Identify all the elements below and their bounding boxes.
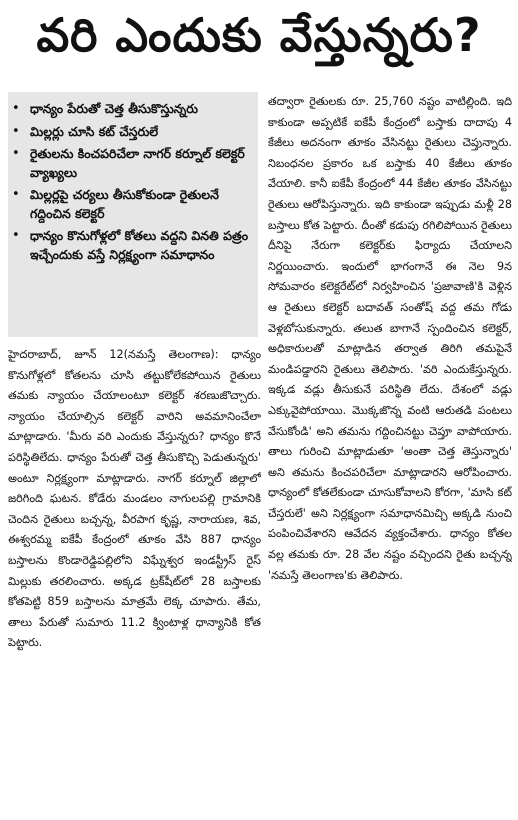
bullet-icon: • (12, 187, 20, 202)
highlight-item (12, 100, 252, 119)
headline: వరి ఎందుకు వేస్తున్నరు? (36, 8, 482, 62)
highlight-item (12, 145, 252, 182)
bullet-icon: • (12, 123, 20, 139)
highlights-box (8, 92, 258, 337)
highlight-item (12, 227, 252, 264)
bullet-icon: • (12, 146, 20, 161)
bullet-icon: • (12, 228, 20, 243)
highlight-text: మిల్లర్లు చూసి కట్ చేస్తరులే (30, 123, 159, 139)
highlight-text: రైతులను కించపరిచేలా నాగర్ కర్నూల్ కలెక్టర్ వ్యాఖ్యలు (30, 146, 245, 180)
highlight-item (12, 186, 252, 223)
highlight-text: ధాన్యం కొనుగోళ్లలో కోతలు వద్దని వినతి పత్రం ఇచ్చేందుకు వస్తే నిర్లక్ష్యంగా సమాధానం (30, 228, 249, 262)
left-column (8, 92, 261, 815)
highlight-text: ధాన్యం పేరుతో చెత్త తీసుకొస్తున్నరు (30, 101, 198, 116)
article-body-left: హైదరాబాద్, జూన్ 12(నమస్తే తెలంగాణ): ధాన్యం కొనుగోళ్లలో కోతలను చూసి తట్టుకోలేకపోయిన రైతులు తమకు న్యాయం చేయాలంటూ కలెక్టర్ శరణుజొచ్చారు. న్యాయం చేయాల్సిన కలెక్టర్ వారిని అవమానించేలా మాట్లాడారు. 'మీరు వరి ఎందుకు వేస్తున్నరు? ధాన్యం కొనే పరిస్థితిలేదు. ధాన్యం పేరుతో చెత్త తీసుకొచ్చి పెడుతున్నరు' అంటూ నిర్లక్ష్యంగా మాట్లాడారు. నాగర్ కర్నూల్ జిల్లాలో జరిగింది ఘటన. కోడేరు మండలం నాగులపల్లి గ్రామానికి చెందిన రైతులు బచ్చన్న, వీరపాగ కృష్ణ, నారాయణ, శివ, ఈశ్వరమ్మ ఐకేపీ కేంద్రంలో తూకం వేసి 887 ధాన్యం బస్తాలను కొండారెడ్డిపల్లిలోని విఘ్నేశ్వర ఇండస్ట్రీస్ రైస్ మిల్లుకు తరలించారు. అక్కడ ట్రక్‌షీట్‌లో 28 బస్తాలకు కోతపెట్టి 859 బస్తాలను మాత్రమే లెక్క చూపారు. తేమ, తాలు పేరుతో సుమారు 11.2 క్వింటాళ్ల ధాన్యానికి కోత పెట్టారు. (8, 348, 261, 650)
right-column (268, 92, 512, 810)
article-body-right: తద్వారా రైతులకు రూ. 25,760 నష్టం వాటిల్లింది. ఇది కాకుండా అప్పటికే ఐకేపీ కేంద్రంలో బస్తాకు దాదాపు 4 కేజీలు అదనంగా తూకం వేసినట్టు రైతులు చెప్తున్నారు. నిబంధనల ప్రకారం ఒక బస్తాకు 40 కేజీలు తూకం వేయాలి. కానీ ఐకేపీ కేంద్రంలో 44 కేజీల తూకం వేసినట్టు రైతులు ఆరోపిస్తున్నారు. ఇది కాకుండా ఇప్పుడు మళ్లీ 28 బస్తాలు కోత పెట్టారు. దీంతో కడుపు రగిలిపోయిన రైతులు దీనిపై నేరుగా కలెక్టర్‌కు ఫిర్యాదు చేయాలని నిర్ణయించారు. ఇందులో భాగంగానే ఈ నెల 9న సోమవారం కలెక్టరేట్‌లో నిర్వహించిన 'ప్రజావాణి'కి వెళ్లిన ఆ రైతులు కలెక్టర్ బదావత్ సంతోష్ వద్ద తమ గోడు వెళ్లబోసుకున్నారు. తలుత బాగానే స్పందించిన కలెక్టర్, అధికారులతో మాట్లాడిన తర్వాత తిరిగి తమపైనే మండిపడ్డారని రైతులు తెలిపారు. 'వరి ఎందుకేస్తున్నరు. ఇక్కడ వడ్లు తీసుకునే పరిస్థితి లేదు. దేశంలో వడ్లు ఎక్కువైపోయాయి. మొక్కజొన్న వంటి ఆరుతడి పంటలు వేసుకోండి' అని తమను గద్దించినట్టు చెప్తూ వాపోయారు. తాలు గురించి మాట్లాడుతూ 'అంతా చెత్త తెస్తున్నారు' అని తమను కించపరిచేలా మాట్లాడారని ఆరోపించారు. ధాన్యంలో కోతలేకుండా చూసుకోవాలని కోరగా, 'మాసి కట్ చేస్తరులే' అని నిర్లక్ష్యంగా సమాధానమిచ్చి అక్కడి నుంచి పంపించివేశారని ఆవేదన వ్యక్తంచేశారు. ధాన్యం కోతల వల్ల తమకు రూ. 28 వేల నష్టం వచ్చిందని రైతు బచ్చన్న 'నమస్తే తెలంగాణ'కు తెలిపారు. (268, 95, 512, 582)
highlight-item (12, 123, 252, 142)
bullet-icon: • (12, 101, 20, 116)
highlight-text: మిల్లర్లపై చర్యలు తీసుకోకుండా రైతులనే గద్దించిన కలెక్టర్ (30, 187, 219, 221)
